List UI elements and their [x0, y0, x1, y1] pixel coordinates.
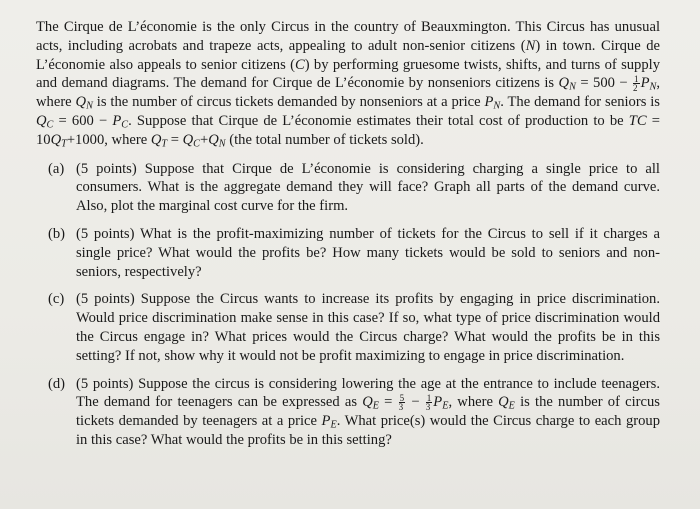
intro-text-7: . Suppose that Cirque de L’économie estimates their total cost of production to be: [128, 112, 629, 129]
eq-qn-rhs: 500 −: [593, 75, 628, 92]
question-marker-d: (d): [48, 375, 66, 392]
question-d: [36, 375, 660, 450]
question-text-d: (5 points) Suppose the circus is considering lowering the age at the entrance to include teenagers. The demand for teenagers can be expressed as $Q_E$ = $\frac{5}{3}$ − $\frac{1}{3}$ $P_E$, where $Q_E$ is the number of circus tickets demanded by teenagers at a price $P_E$. What price(s) would the Circus charge to each group in this case? What would the profits be in this setting?: [76, 375, 660, 448]
fraction-five-thirds: $\frac{5}{3}$: [398, 392, 405, 413]
eq-tc-rhs: 10: [36, 131, 51, 148]
eq-qc-rhs: 600 −: [71, 112, 108, 129]
eq-tc-lhs: TC: [628, 112, 647, 129]
eq-qc-lhs: $Q_C$: [36, 112, 54, 131]
eq-qe-lhs: $Q_E$: [362, 394, 379, 412]
question-b: [36, 225, 660, 281]
eq-tc-rest: +1000, where: [66, 131, 151, 148]
intro-text-2: ) in town. Cirque de L’économie also appeals to senior citizens (: [36, 37, 661, 73]
question-text-a: (5 points) Suppose that Cirque de L’économie is considering charging a single price to all consumers. What is the aggregate demand they will face? Graph all parts of the demand curve. Also, plot the marginal cost curve for the firm.: [76, 160, 660, 215]
fraction-half: $\frac{1}{2}$: [633, 73, 639, 94]
fraction-third: $\frac{1}{3}$: [425, 392, 432, 413]
eq-qt: $Q_T$: [150, 131, 168, 150]
question-text-c: (5 points) Suppose the Circus wants to increase its profits by engaging in price discrimination. Would price discrimination make sense in this case? If so, what type of price discrimination would the Circus engage in? What prices would the Circus charge? What would the profits be in this setting? If not, show why it would not be profit maximizing to engage in price discrimination.: [76, 291, 660, 364]
intro-text-4: , where: [36, 75, 660, 111]
intro-text-1: The Cirque de L’économie is the only Circus in the country of Beauxmington. This Circus has unusual acts, including acrobats and trapeze acts, appealing to adult non-senior citizens (: [36, 19, 660, 54]
question-text-b: (5 points) What is the profit-maximizing number of tickets for the Circus to sell if it charges a single price? What would the profits be? How many tickets would be sold to seniors and non-seniors, respectively?: [76, 225, 660, 280]
intro-text-3: ) by performing gruesome twists, shifts, and turns of supply and demand diagrams. The demand for Cirque de L’économie by nonseniors citizens is: [36, 56, 660, 92]
question-marker-b: (b): [48, 225, 66, 242]
problem-intro: The Cirque de L’économie is the only Circus in the country of Beauxmington. This Circus has unusual acts, including acrobats and trapeze acts, appealing to adult non-senior citizens (N) in town. Cirque de L’économie also appeals to senior citizens (C) by performing gruesome twists, shifts, and turns of supply and demand diagrams. The demand for Cirque de L’économie by nonseniors citizens is $Q_N = 500$ − $\frac{1}{2}$ $P_N$, where $Q_N$ is the number of circus tickets demanded by nonseniors at a price $P_N$. The demand for seniors is $Q_C = 600 - P_C$. Suppose that Cirque de L’économie estimates their total cost of production to be TC = $10Q_T+1000$, where $Q_T = Q_C+Q_N$ (the total number of tickets sold).: [36, 19, 661, 150]
question-c: [36, 290, 660, 365]
question-marker-a: (a): [48, 160, 65, 177]
symbol-n: N: [525, 37, 536, 54]
question-marker-c: (c): [48, 291, 65, 308]
intro-text-6: . The demand for seniors is: [500, 94, 660, 111]
eq-qn-lhs: $Q_N$: [558, 75, 576, 93]
symbol-c: C: [294, 56, 305, 73]
intro-text-8: (the total number of tickets sold).: [225, 131, 424, 148]
question-a: [36, 160, 660, 216]
intro-text-5: is the number of circus tickets demanded by nonseniors at a price: [92, 94, 485, 111]
